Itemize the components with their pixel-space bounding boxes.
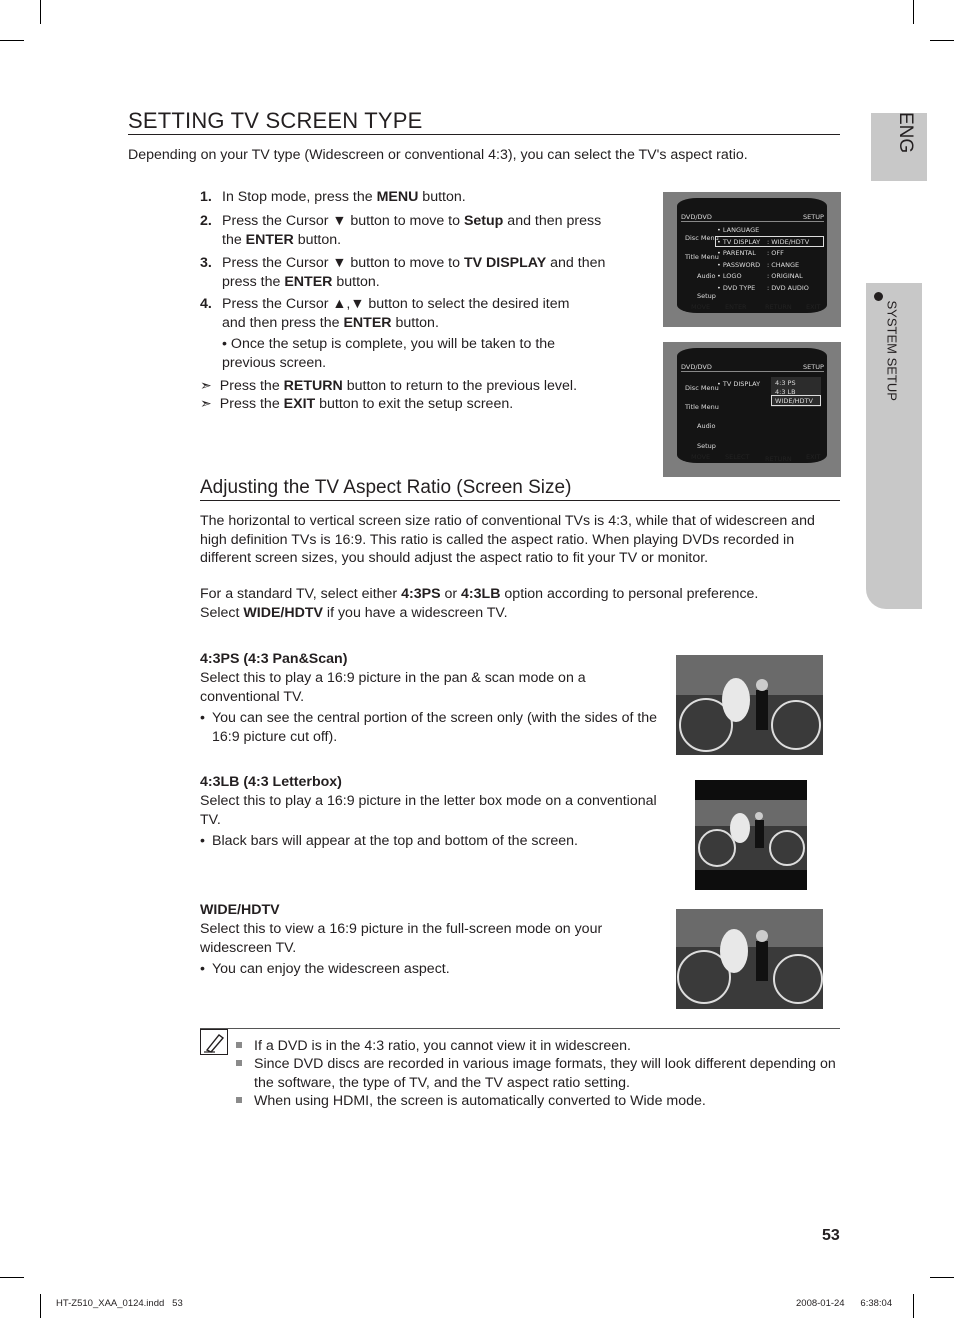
option-heading: 4:3LB (4:3 Letterbox) — [200, 774, 342, 790]
section-tab-label: SYSTEM SETUP — [884, 300, 900, 401]
osd-footer-item: RETURN — [765, 303, 792, 311]
section-tab-dot — [874, 292, 883, 301]
step-number: 4. — [200, 296, 212, 312]
step-number: 1. — [200, 189, 212, 205]
crop-mark — [913, 0, 914, 24]
osd-option: WIDE/HDTV — [775, 397, 813, 405]
osd-footer-item: SELECT — [725, 453, 750, 461]
osd-footer-item: RETURN — [765, 455, 792, 463]
osd-row-key: • PASSWORD — [717, 261, 761, 269]
title-rule — [128, 134, 840, 135]
intro-text: Depending on your TV type (Widescreen or conventional 4:3), you can select the TV's aspect ratio. — [128, 147, 748, 163]
osd-row-value: : ORIGINAL — [767, 272, 803, 280]
step-text: Press the Cursor ▼ button to move to TV DISPLAY and then press the ENTER button. — [222, 255, 606, 290]
osd-side-item: Disc Menu — [685, 384, 719, 392]
footer-file: HT-Z510_XAA_0124.indd 53 — [56, 1298, 183, 1309]
widescreen-image — [676, 909, 823, 1009]
carriage-photo — [676, 655, 823, 755]
letterbox-image — [695, 780, 807, 890]
carriage-photo — [676, 909, 823, 1009]
step-4 — [200, 295, 630, 335]
step-2 — [200, 212, 630, 252]
section-para-3: Select WIDE/HDTV if you have a widescreen TV. — [200, 605, 508, 621]
section-para-1: The horizontal to vertical screen size ratio of conventional TVs is 4:3, while that of widescreen and high definition TVs is 16:9. This ratio is called the aspect ratio. When playing DVDs recorded in different screen sizes, you should adjust the aspect ratio to fit your TV or monitor. — [200, 513, 815, 566]
note-item: If a DVD is in the 4:3 ratio, you cannot view it in widescreen. — [236, 1037, 836, 1057]
step-3 — [200, 254, 630, 294]
osd-header-right: SETUP — [803, 363, 824, 371]
section-rule — [200, 500, 840, 501]
pan-scan-image — [676, 655, 823, 755]
crop-mark — [0, 40, 24, 41]
step-1 — [200, 188, 630, 208]
crop-mark — [40, 1294, 41, 1318]
step-number: 3. — [200, 255, 212, 271]
note-item: When using HDMI, the screen is automatically converted to Wide mode. — [236, 1092, 836, 1112]
osd-footer-item: EXIT — [806, 303, 821, 311]
option-desc: Select this to play a 16:9 picture in the pan & scan mode on a conventional TV. — [200, 670, 586, 705]
osd-footer-item: MOVE — [691, 453, 711, 461]
osd-header-rule — [681, 371, 824, 372]
osd-row-key: • DVD TYPE — [717, 284, 756, 292]
crop-mark — [913, 1294, 914, 1318]
step-text: Press the Cursor ▲,▼ button to select the desired item and then press the ENTER button. — [222, 296, 570, 331]
step-number: 2. — [200, 213, 212, 229]
tip-return: ➣ Press the RETURN button to return to the previous level. — [200, 378, 578, 394]
osd-item: • TV DISPLAY — [717, 380, 761, 388]
note-icon — [200, 1029, 228, 1055]
page-number: 53 — [822, 1227, 840, 1244]
lang-tab — [871, 113, 927, 181]
carriage-photo — [695, 780, 807, 890]
square-bullet-icon — [236, 1097, 242, 1103]
notes-rule — [200, 1028, 840, 1029]
osd-row-value: : DVD AUDIO — [767, 284, 809, 292]
osd-header-left: DVD/DVD — [681, 363, 712, 371]
crop-mark — [40, 0, 41, 24]
osd-row-key: • TV DISPLAY — [717, 238, 761, 246]
lang-tab-label: ENG — [895, 112, 916, 154]
osd-side-item: Title Menu — [685, 253, 719, 261]
step-text: Press the Cursor ▼ button to move to Setup and then press the ENTER button. — [222, 213, 602, 248]
osd-row-value: : CHANGE — [767, 261, 800, 269]
note-item: Since DVD discs are recorded in various image formats, they will look different depending on the software, the type of TV, and the TV aspect ratio setting. — [236, 1055, 836, 1093]
osd-side-item: Audio — [697, 272, 716, 280]
option-heading: 4:3PS (4:3 Pan&Scan) — [200, 651, 348, 667]
osd-header-left: DVD/DVD — [681, 213, 712, 221]
option-desc: Select this to view a 16:9 picture in the full-screen mode on your widescreen TV. — [200, 921, 603, 956]
osd-header-rule — [681, 221, 824, 222]
square-bullet-icon — [236, 1042, 242, 1048]
section-para-2: For a standard TV, select either 4:3PS or 4:3LB option according to personal preference. — [200, 586, 759, 602]
osd-option: 4:3 PS — [775, 379, 796, 387]
osd-setup-menu — [663, 192, 841, 327]
osd-footer-item: ENTER — [725, 303, 747, 311]
page-title: SETTING TV SCREEN TYPE — [128, 108, 423, 133]
osd-footer-item: MOVE — [691, 303, 711, 311]
osd-row-value: : OFF — [767, 249, 784, 257]
tip-exit: ➣ Press the EXIT button to exit the setup screen. — [200, 396, 514, 412]
osd-side-item: Disc Menu — [685, 234, 719, 242]
arrow-icon: ➣ — [200, 396, 212, 412]
osd-option: 4:3 LB — [775, 388, 796, 396]
osd-row-key: • LANGUAGE — [717, 226, 760, 234]
osd-row-key: • LOGO — [717, 272, 742, 280]
arrow-icon: ➣ — [200, 378, 212, 394]
crop-mark — [930, 40, 954, 41]
osd-side-item: Setup — [697, 292, 716, 300]
osd-header-right: SETUP — [803, 213, 824, 221]
osd-row-value: : WIDE/HDTV — [767, 238, 810, 246]
option-desc: Select this to play a 16:9 picture in the letter box mode on a conventional TV. — [200, 793, 657, 828]
crop-mark — [930, 1277, 954, 1278]
footer-date: 2008-01-24 6:38:04 — [796, 1298, 893, 1309]
osd-side-item: Setup — [697, 442, 716, 450]
osd-row-key: • PARENTAL — [717, 249, 756, 257]
step-text: In Stop mode, press the MENU button. — [222, 189, 466, 205]
osd-footer-item: EXIT — [806, 453, 821, 461]
option-heading: WIDE/HDTV — [200, 902, 280, 918]
step-4-bullet: • Once the setup is complete, you will be taken to the previous screen. — [222, 336, 556, 371]
crop-mark — [0, 1277, 24, 1278]
osd-tv-display-menu — [663, 342, 841, 477]
section-title: Adjusting the TV Aspect Ratio (Screen Size) — [200, 477, 572, 498]
square-bullet-icon — [236, 1060, 242, 1066]
osd-side-item: Audio — [697, 422, 716, 430]
osd-side-item: Title Menu — [685, 403, 719, 411]
section-tab — [866, 283, 922, 609]
